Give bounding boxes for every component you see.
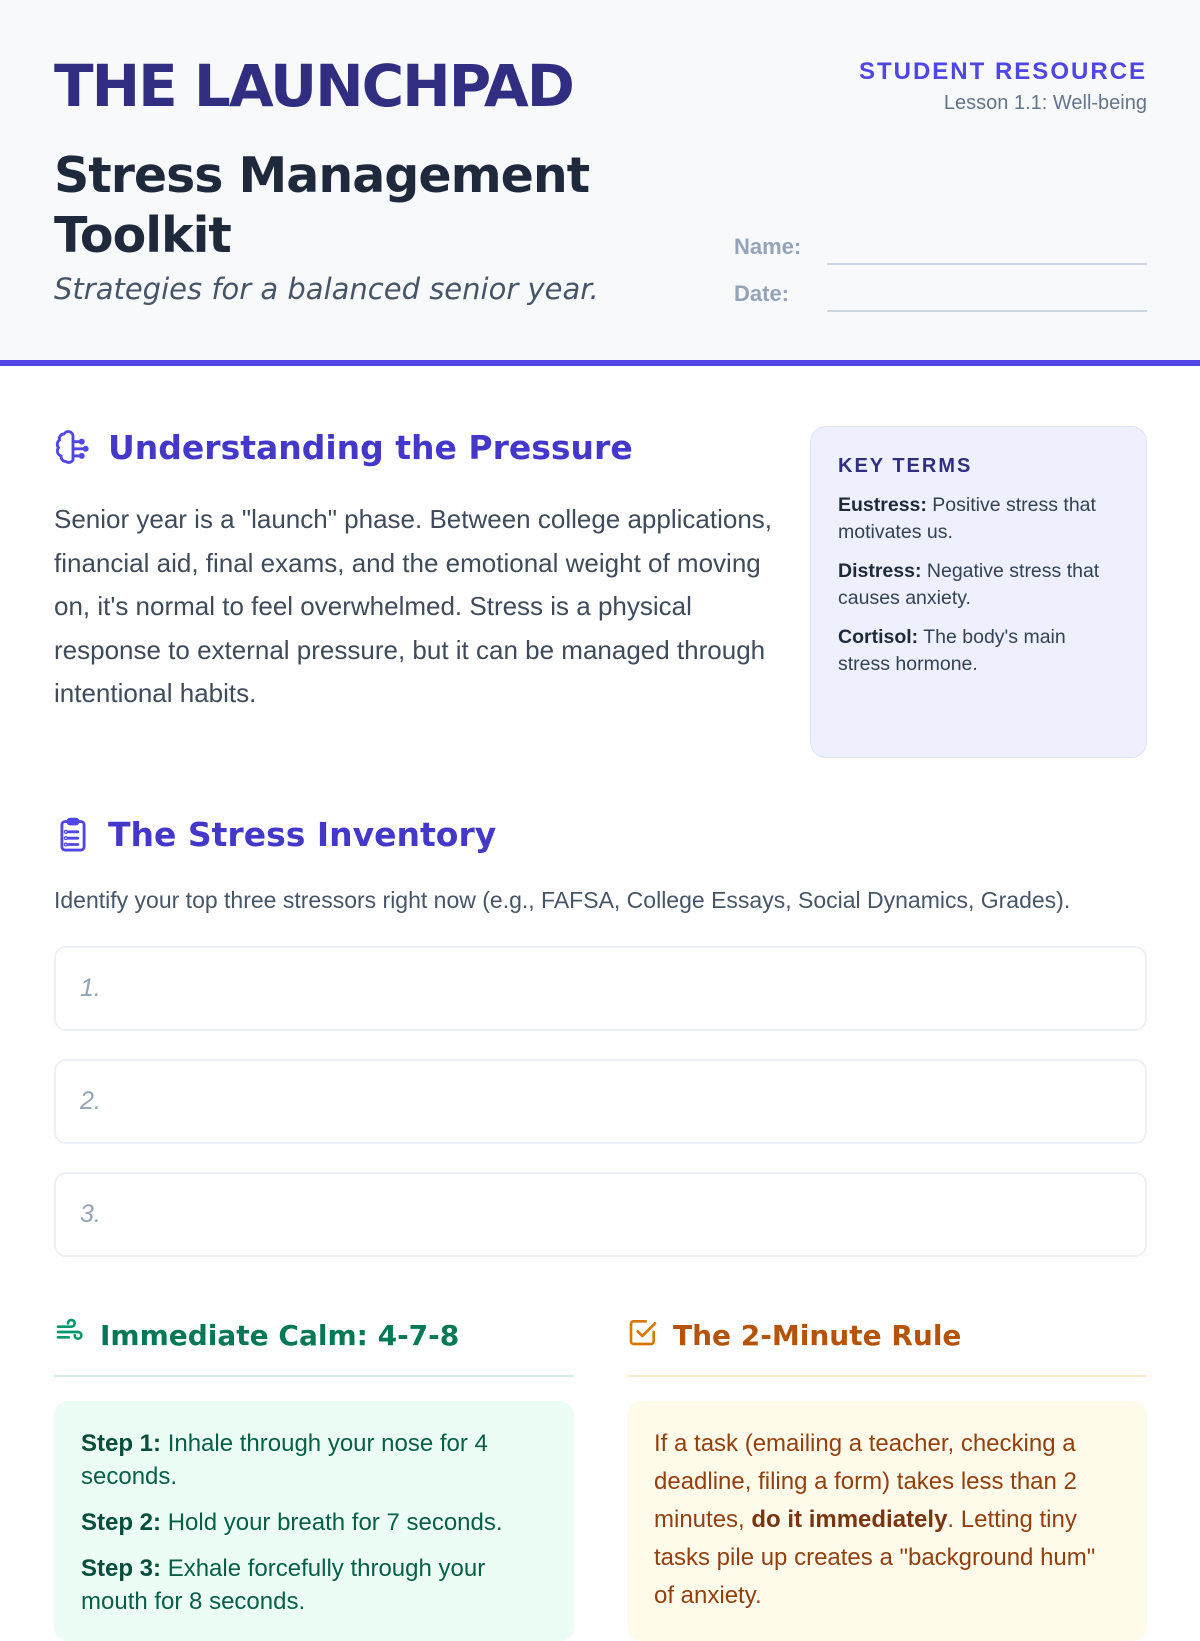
page-subtitle: Strategies for a balanced senior year. bbox=[54, 272, 599, 306]
key-term bbox=[838, 558, 1120, 612]
breathing-step bbox=[81, 1427, 548, 1493]
two-minute-title: The 2-Minute Rule bbox=[673, 1319, 962, 1352]
brain-icon bbox=[54, 429, 92, 467]
two-minute-heading bbox=[627, 1316, 1147, 1377]
term-definition: Negative stress that causes anxiety. bbox=[838, 560, 1100, 609]
line-number: 3. bbox=[80, 1200, 101, 1228]
rule-text-end: . Letting tiny tasks pile up creates a "background hum" of anxiety. bbox=[654, 1506, 1096, 1609]
breathing-step bbox=[81, 1552, 548, 1618]
checkbox-icon bbox=[627, 1316, 659, 1355]
term-definition: Positive stress that motivates us. bbox=[838, 494, 1096, 543]
name-label: Name: bbox=[734, 234, 802, 259]
step-label: Step 1: bbox=[81, 1430, 162, 1457]
two-minute-card bbox=[627, 1401, 1147, 1641]
step-label: Step 2: bbox=[81, 1509, 162, 1536]
breathing-steps-card bbox=[54, 1401, 574, 1641]
stressor-input[interactable] bbox=[54, 1172, 1147, 1257]
key-terms-card bbox=[810, 426, 1147, 758]
inventory-title: The Stress Inventory bbox=[108, 815, 497, 854]
step-text: Inhale through your nose for 4 seconds. bbox=[81, 1430, 488, 1490]
date-field[interactable] bbox=[827, 310, 1147, 312]
key-term bbox=[838, 624, 1120, 678]
date-label: Date: bbox=[734, 281, 790, 306]
page-title: Stress Management Toolkit bbox=[54, 147, 590, 264]
name-field[interactable] bbox=[827, 263, 1147, 265]
line-number: 1. bbox=[80, 974, 101, 1002]
page-header bbox=[0, 0, 1200, 366]
term-name: Eustress: bbox=[838, 494, 927, 516]
inventory-heading bbox=[54, 815, 496, 854]
resource-label: STUDENT RESOURCE bbox=[858, 58, 1147, 85]
inventory-instructions: Identify your top three stressors right now (e.g., FAFSA, College Essays, Social Dynamics, Grades). bbox=[54, 887, 1071, 913]
term-definition: The body's main stress hormone. bbox=[838, 626, 1066, 675]
breathing-step bbox=[81, 1506, 548, 1539]
term-name: Cortisol: bbox=[838, 626, 919, 648]
pressure-body: Senior year is a "launch" phase. Between college applications, financial aid, final exams, and the emotional weight of moving on, it's normal to feel overwhelmed. Stress is a physical response to external pressure, but it can be managed through intentional habits. bbox=[54, 504, 773, 708]
clipboard-list-icon bbox=[54, 816, 92, 854]
step-text: Hold your breath for 7 seconds. bbox=[167, 1509, 503, 1536]
step-label: Step 3: bbox=[81, 1555, 162, 1582]
wind-icon bbox=[54, 1316, 86, 1355]
rule-text: If a task (emailing a teacher, checking a deadline, filing a form) takes less than 2 minutes, bbox=[654, 1430, 1077, 1533]
rule-emphasis: do it immediately bbox=[751, 1506, 948, 1533]
calm-title: Immediate Calm: 4-7-8 bbox=[100, 1319, 460, 1352]
step-text: Exhale forcefully through your mouth for 8 seconds. bbox=[81, 1555, 486, 1615]
key-term bbox=[838, 492, 1120, 546]
pressure-heading bbox=[54, 428, 633, 467]
term-name: Distress: bbox=[838, 560, 922, 582]
calm-heading bbox=[54, 1316, 574, 1377]
brand-title: THE LAUNCHPAD bbox=[54, 52, 573, 120]
stressor-input[interactable] bbox=[54, 1059, 1147, 1144]
line-number: 2. bbox=[80, 1087, 101, 1115]
stressor-input[interactable] bbox=[54, 946, 1147, 1031]
pressure-title: Understanding the Pressure bbox=[108, 428, 633, 467]
lesson-label: Lesson 1.1: Well-being bbox=[943, 92, 1147, 114]
key-terms-heading: KEY TERMS bbox=[838, 455, 973, 477]
